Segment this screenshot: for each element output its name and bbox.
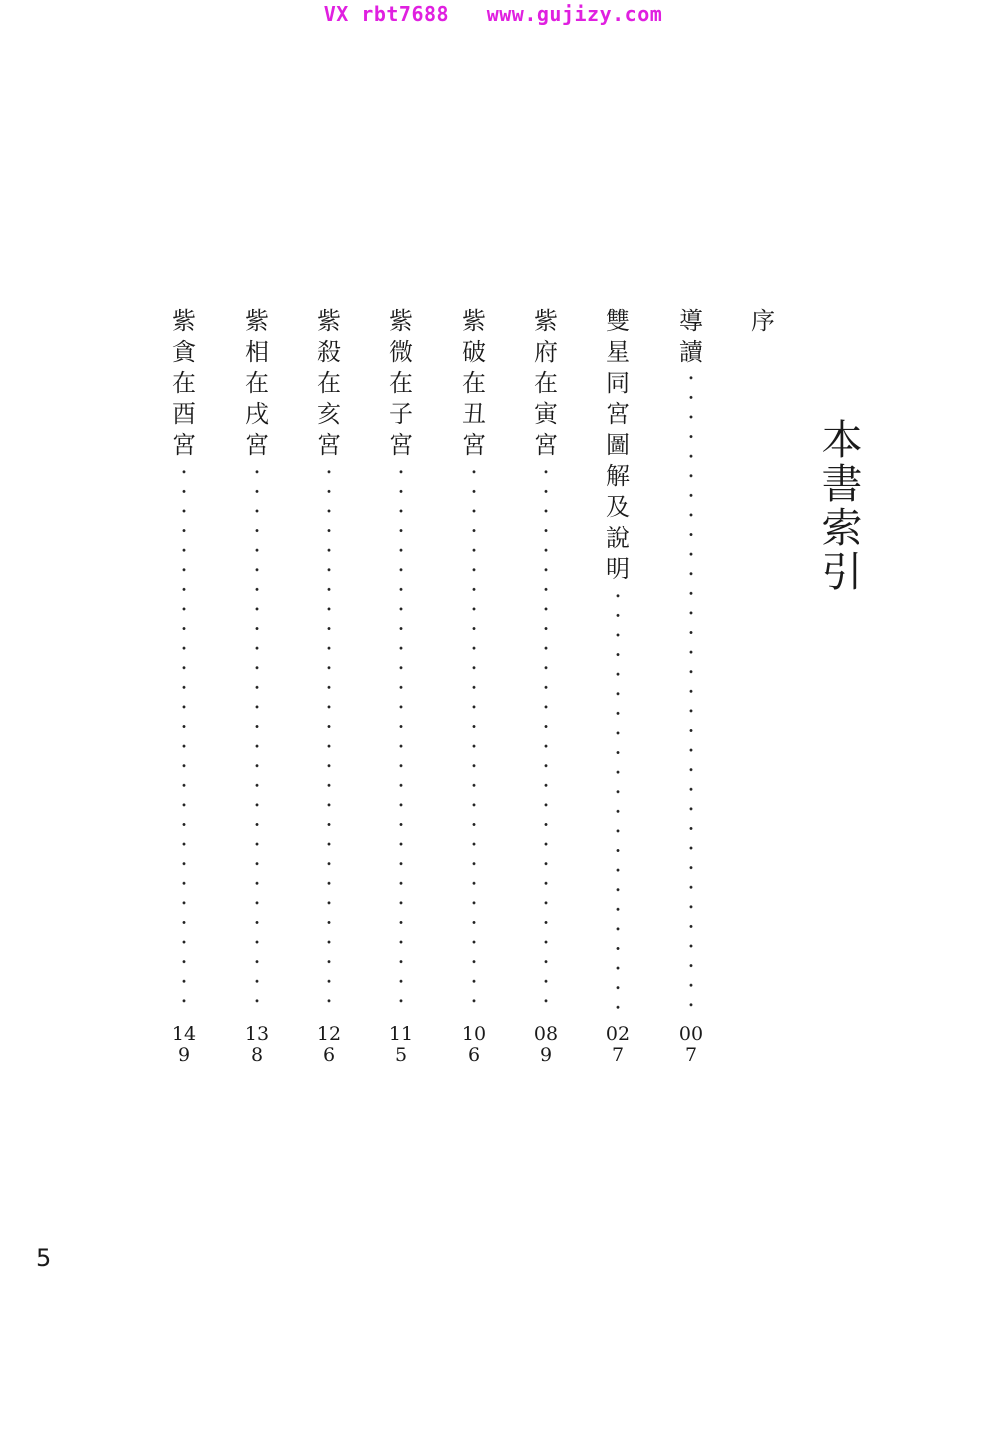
toc-entry-page: 149 xyxy=(171,1023,197,1066)
toc-entry-page: 138 xyxy=(244,1023,270,1066)
toc-entry-title: 紫貪在酉宮 xyxy=(172,307,196,459)
toc-entry-title: 雙星同宮圖解及說明 xyxy=(606,307,630,583)
toc-entry-title: 紫殺在亥宮 xyxy=(317,307,341,459)
toc-leader-dots xyxy=(676,368,706,1018)
toc-entry-page: 027 xyxy=(605,1023,631,1066)
toc-leader-dots xyxy=(169,462,199,1018)
toc-entry-title: 紫微在子宮 xyxy=(389,307,413,459)
toc-leader-dots xyxy=(459,462,489,1018)
toc-leader-dots xyxy=(531,462,561,1018)
toc-leader-dots xyxy=(242,462,272,1018)
toc-entry-page: 007 xyxy=(678,1023,704,1066)
toc-entry-title: 紫相在戌宮 xyxy=(245,307,269,459)
watermark-text: VX rbt7688 www.gujizy.com xyxy=(323,2,663,26)
toc-leader-dots xyxy=(603,586,633,1018)
toc-entry-page: 106 xyxy=(461,1023,487,1066)
page-number: 5 xyxy=(36,1244,52,1272)
toc-leader-dots xyxy=(314,462,344,1018)
toc-entry-page: 089 xyxy=(533,1023,559,1066)
toc-entry-title: 紫破在丑宮 xyxy=(462,307,486,459)
toc-entry-page: 115 xyxy=(388,1023,414,1066)
toc-leader-dots xyxy=(386,462,416,1018)
toc-entry-title: 序 xyxy=(751,307,775,335)
toc-entry-title: 導讀 xyxy=(679,307,703,366)
toc-entry-page: 126 xyxy=(316,1023,342,1066)
toc-entry-title: 紫府在寅宮 xyxy=(534,307,558,459)
toc-title: 本書索引 xyxy=(821,416,863,596)
